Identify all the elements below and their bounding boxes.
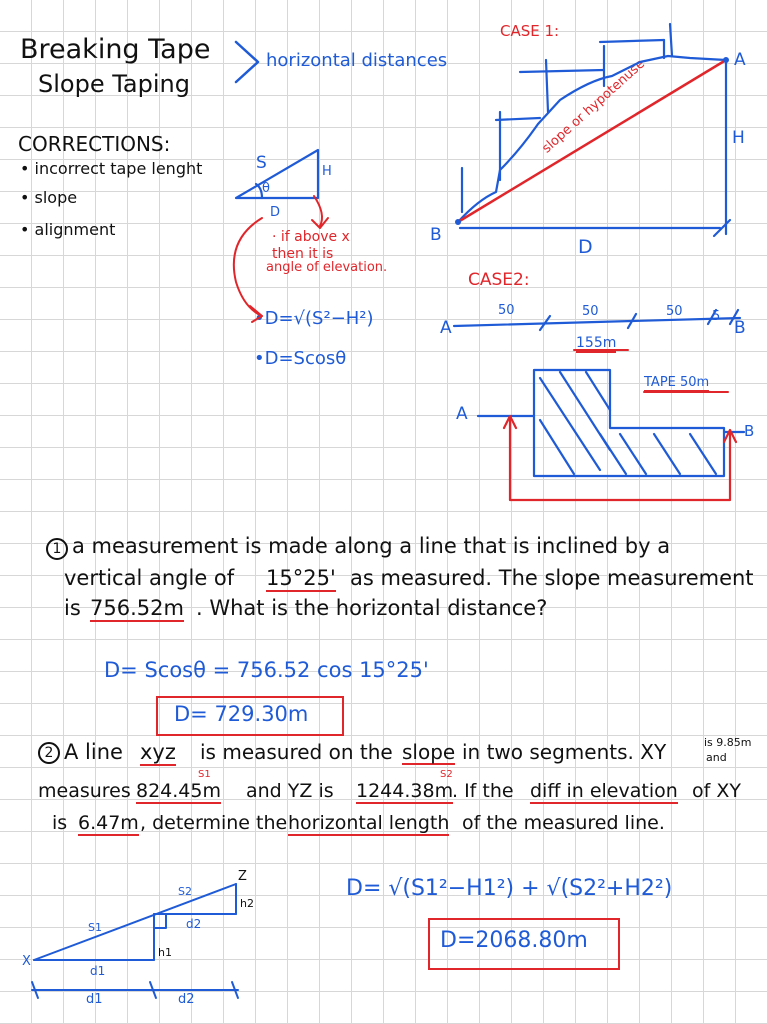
problem2-yz-value: 1244.38m [356, 780, 454, 802]
problem2-side-note: is 9.85m [704, 736, 752, 749]
problem2-line2-pre: measures [38, 780, 131, 802]
corrections-item: • alignment [20, 220, 116, 239]
problem2-xy-value: 824.45m [136, 780, 221, 802]
case2-block [478, 370, 744, 476]
case1-terrain [458, 24, 730, 236]
tape-segment-label: 50 [582, 304, 599, 319]
diagram2-d2-bottom: d2 [178, 992, 195, 1007]
case2-b-label: B [734, 318, 746, 338]
point-b-marker [455, 219, 461, 225]
problem2-line1-mid: is measured on the [200, 740, 393, 764]
corrections-heading: CORRECTIONS: [18, 132, 171, 156]
corrections-item: • slope [20, 188, 78, 207]
tape-length-label: TAPE 50m [644, 375, 710, 390]
case1-h-label: H [732, 128, 745, 148]
diagram2-d2-label: d2 [186, 917, 202, 931]
diagram2-z-label: Z [238, 869, 247, 884]
elevation-note-line: · if above x [272, 229, 350, 245]
title-line2: Slope Taping [38, 70, 190, 98]
corrections-item: • incorrect tape lenght [20, 159, 203, 178]
problem1-answer: D= 729.30m [174, 702, 309, 726]
diagram2-x-label: X [22, 954, 31, 969]
case1-a-label: A [734, 50, 746, 70]
diagram2 [32, 884, 238, 998]
problem2-line2-mid: and YZ is [246, 780, 334, 802]
tape-segment-label: 5 [712, 309, 721, 324]
problem1-angle: 15°25' [266, 566, 336, 590]
small-triangle [236, 150, 318, 198]
problem1-equation: D= Scosθ = 756.52 cos 15°25' [104, 658, 429, 682]
problem2-elev-value: 6.47m [78, 812, 139, 834]
s2-mark: S2 [440, 769, 453, 780]
formula-sqrt: •D=√(S²−H²) [254, 308, 374, 329]
small-triangle-s-label: S [256, 153, 267, 173]
diagram2-d1-label: d1 [90, 964, 106, 978]
small-triangle-theta-label: θ [262, 181, 270, 196]
title-line1: Breaking Tape [20, 34, 211, 65]
problem2-line2-post2: of XY [692, 780, 741, 802]
problem2-side-note: and [706, 751, 727, 764]
case2-a2-label: A [456, 404, 468, 424]
slope-hypotenuse-label: slope or hypotenuse [539, 56, 648, 157]
problem2-answer: D=2068.80m [440, 928, 588, 953]
problem1-number: 1 [46, 538, 68, 560]
problem2-number: 2 [38, 742, 60, 764]
case2-label: CASE2: [468, 270, 530, 290]
case2-tape-line [454, 310, 740, 330]
elevation-note-line: angle of elevation. [266, 260, 388, 275]
problem1-line2-post: as measured. The slope measurement [350, 566, 754, 590]
slope-hypotenuse-line [458, 60, 726, 222]
diagram2-h1-label: h1 [158, 946, 172, 959]
problem2-line3-mid: , determine the [140, 812, 288, 834]
problem2-slope-word: slope [402, 740, 456, 764]
case2-a-label: A [440, 318, 452, 338]
diagram2-s2-label: S2 [178, 885, 192, 898]
problem2-line2-post1: . If the [452, 780, 514, 802]
case1-b-label: B [430, 225, 442, 245]
problem2-line3-post: of the measured line. [462, 812, 665, 834]
problem2-equation: D= √(S1²−H1²) + √(S2²+H2²) [346, 876, 673, 901]
formula-cos: •D=Scosθ [254, 348, 347, 369]
elevation-arrows [234, 196, 328, 322]
small-triangle-d-label: D [270, 205, 281, 220]
problem2-line1-post: in two segments. XY [462, 740, 667, 764]
problem1-line1: a measurement is made along a line that is inclined by a [72, 534, 671, 558]
point-a-marker [723, 57, 729, 63]
elevation-note-line: then it is [272, 246, 334, 262]
problem2-horiz-word: horizontal length [288, 812, 450, 834]
total-length-label: 155m [576, 335, 617, 351]
diagram2-s1-label: S1 [88, 921, 102, 934]
problem1-line3-pre: is [64, 596, 81, 620]
brace-arrow-icon [236, 42, 258, 82]
arrow-note: horizontal distances [266, 50, 448, 71]
problem1-line2-pre: vertical angle of [64, 566, 235, 590]
problem2-line3-pre: is [52, 812, 68, 834]
case2-b2-label: B [744, 422, 755, 440]
tape-segment-label: 50 [666, 304, 683, 319]
problem1-slope-value: 756.52m [90, 596, 184, 620]
problem2-line-name: xyz [140, 740, 176, 764]
case1-label: CASE 1: [500, 22, 560, 40]
problem2-line1-pre: A line [64, 740, 123, 764]
diagram2-h2-label: h2 [240, 897, 254, 910]
diagram2-d1-bottom: d1 [86, 992, 103, 1007]
problem1-line3-post: . What is the horizontal distance? [196, 596, 548, 620]
s1-mark: S1 [198, 769, 211, 780]
problem2-diff-word: diff in elevation [530, 780, 678, 802]
case1-d-label: D [578, 236, 593, 258]
tape-segment-label: 50 [498, 303, 515, 318]
small-triangle-h-label: H [322, 164, 332, 179]
